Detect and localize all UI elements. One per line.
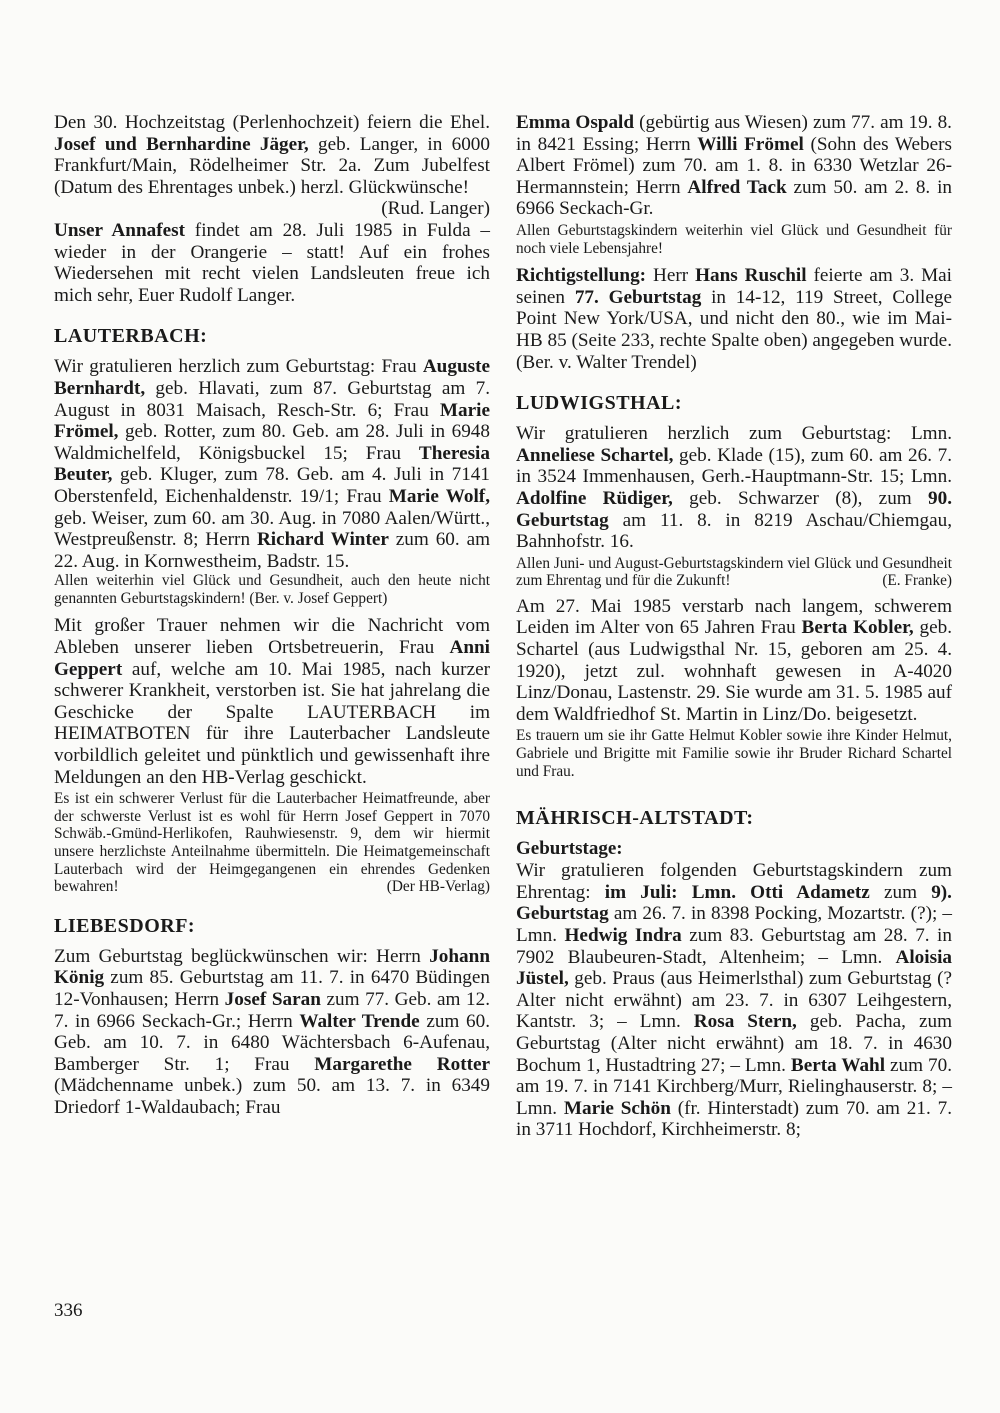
- highlighted-name: Berta Wahl: [790, 1054, 886, 1076]
- text-run: geb. Rotter, zum 80. Geb. am 28. Juli in 6948 Waldmichelfeld, Königsbuckel 15; Frau: [54, 421, 490, 464]
- correction-paragraph: [516, 265, 952, 373]
- text-run: geb. Pacha, zum Geburtstag (Alter nicht erwähnt) am 18. 7. in 4630 Bochum 1, Hustadtring 27; – Lmn.: [516, 1011, 952, 1076]
- highlighted-name: im Juli: Lmn. Otti Adametz: [604, 881, 870, 903]
- highlighted-name: Anni Geppert: [54, 637, 490, 680]
- small-note: Allen Geburtstagskindern weiterhin viel Glück und Gesundheit für noch viele Lebensjahre!: [516, 221, 952, 257]
- text-run: geb. Schwarzer (8), zum: [672, 487, 929, 509]
- highlighted-name: Margarethe Rotter: [314, 1053, 491, 1075]
- text-run: zum 83. Geburtstag am 28. 7. in 7902 Blaubeuren-Stadt, Altenheim; – Lmn.: [516, 925, 952, 968]
- text-run: zum 60. am 22. Aug. in Kornwestheim, Badstr. 15.: [54, 529, 491, 572]
- highlighted-name: Hedwig Indra: [564, 925, 682, 946]
- highlighted-name: Marie Schön: [563, 1097, 671, 1119]
- text-run: Wir gratulieren herzlich zum Geburtstag: Frau: [54, 356, 423, 378]
- text-run: Am 27. Mai 1985 verstarb nach langem, schwerem Leiden im Alter von 65 Jahren Frau: [516, 595, 952, 639]
- highlighted-name: Walter Trende: [299, 1010, 420, 1032]
- text-run: geb. Kluger, zum 78. Geb. am 4. Juli in 7141 Oberstenfeld, Eichenhaldenstr. 19/1; Frau: [54, 464, 490, 507]
- highlighted-name: 90. Geburtstag: [516, 487, 952, 531]
- highlighted-name: Josef Saran: [224, 988, 321, 1010]
- text-run: geb. Klade (15), zum 60. am 26. 7. in 3524 Immenhausen, Gerh.-Hauptmann-Str. 15; Lmn.: [516, 444, 952, 488]
- text-run: zum 60. Geb. am 10. 7. in 6480 Wächtersbach 6-Aufenau, Bamberger Str. 1; Frau: [54, 1010, 490, 1075]
- text-run: Mit großer Trauer nehmen wir die Nachricht vom Ableben unserer lieben Ortsbetreuerin, Frau: [54, 615, 490, 659]
- highlighted-name: 9). Geburtstag: [516, 881, 952, 925]
- text-run: in 14-12, 119 Street, College Point New York/USA, und nicht den 80., wie im Mai-HB 85 (Seite 233, rechte Spalte oben) angegeben wurde. (Ber. v. Walter Trendel): [516, 286, 952, 373]
- highlighted-name: Adolfine Rüdiger,: [516, 487, 673, 509]
- section-heading-liebesdorf: LIEBESDORF:: [54, 914, 196, 937]
- highlighted-name: Unser Annafest: [54, 219, 185, 241]
- text-run: feierte am 3. Mai seinen: [516, 265, 952, 308]
- text-run: am 26. 7. in 8398 Pocking, Mozartstr. (?); – Lmn.: [516, 903, 952, 946]
- highlighted-name: Aloisia Jüstel,: [516, 946, 952, 990]
- highlighted-name: Marie Frömel,: [54, 399, 490, 443]
- text-run: geb. Praus (aus Heimerlsthal) zum Geburtstag (? Alter nicht erwähnt) am 23. 7. in 6307 Leihgestern, Kantstr. 3; – Lmn.: [516, 968, 952, 1033]
- obituary-paragraph: [516, 596, 952, 726]
- subheading-birthdays: Geburtstage:: [516, 838, 623, 860]
- right-column: [516, 112, 952, 1141]
- annafest-paragraph: [54, 220, 490, 306]
- text-run: Wir gratulieren herzlich zum Geburtstag: Lmn.: [516, 423, 952, 445]
- text-run: zum 77. Geb. am 12. 7. in 6966 Seckach-Gr.; Herrn: [54, 988, 490, 1032]
- highlighted-name: Emma Ospald: [516, 112, 635, 133]
- text-run: (Sohn des Webers Albert Frömel) zum 70. am 1. 8. in 6330 Wetzlar 26-Hermannstein; Herrn: [516, 133, 952, 198]
- small-note: Allen weiterhin viel Glück und Gesundheit, auch den heute nicht genannten Geburtstagskindern! (Ber. v. Josef Geppert): [54, 572, 490, 607]
- text-run: zum 85. Geburtstag am 11. 7. in 6470 Büdingen 12-Vonhausen; Herrn: [54, 967, 490, 1010]
- small-note: Es trauern um sie ihr Gatte Helmut Kobler sowie ihre Kinder Helmut, Gabriele und Brigitte mit Familie sowie ihr Bruder Richard Schartel und Frau.: [516, 727, 952, 780]
- small-note: Es ist ein schwerer Verlust für die Lauterbacher Heimatfreunde, aber der schwerste Verlust ist es wohl für Herrn Josef Geppert in 7070 Schwäb.-Gmünd-Herlikofen, Rauhwiesenstr. 9, dem wir hiermit unsere herzlichste Anteilnahme übermitteln. Die Heimatgemeinschaft Lauterbach wird der Heimgegangenen ein ehrendes Gedenken bewahren!: [54, 790, 490, 896]
- signature: (Der HB-Verlag): [386, 878, 490, 896]
- text-run: (fr. Hinterstadt) zum 70. am 21. 7. in 3711 Hochdorf, Kirchheimerstr. 8;: [516, 1097, 952, 1141]
- highlighted-name: Anneliese Schartel,: [516, 444, 674, 466]
- text-run: findet am 28. Juli 1985 in Fulda – wieder in der Orangerie – statt! Auf ein frohes Wiedersehen mit recht vielen Landsleuten freue ich mich sehr, Euer Rudolf Langer.: [54, 219, 490, 306]
- highlighted-name: Johann König: [54, 945, 490, 989]
- text-run: Herr: [646, 265, 696, 287]
- obituary-paragraph: [54, 615, 490, 788]
- highlighted-name: Theresia Beuter,: [54, 442, 490, 486]
- text-run: geb. Schartel (aus Ludwigsthal Nr. 15, geboren am 25. 4. 1920), jetzt zul. wohnhaft gewesen in A-4020 Linz/Donau, Lastenstr. 29. Sie wurde am 31. 5. 1985 auf dem Waldfriedhof St. Martin in Linz/Do. beigesetzt.: [516, 617, 952, 725]
- highlighted-name: Richtigstellung:: [516, 265, 647, 287]
- page-number: 336: [54, 1300, 83, 1321]
- highlighted-name: Alfred Tack: [687, 176, 787, 198]
- left-column: [54, 112, 490, 1119]
- signature: (Rud. Langer): [381, 198, 490, 220]
- text-run: zum: [869, 881, 932, 903]
- birthday-paragraph: [516, 112, 952, 220]
- section-heading-ludwigsthal: LUDWIGSTHAL:: [516, 392, 683, 415]
- text-run: Den 30. Hochzeitstag (Perlenhochzeit) feiern die Ehel.: [54, 112, 490, 133]
- birthday-paragraph: [516, 423, 952, 553]
- highlighted-name: Hans Ruschil: [695, 265, 807, 287]
- highlighted-name: Willi Frömel: [697, 133, 804, 155]
- section-heading-lauterbach: LAUTERBACH:: [54, 325, 208, 348]
- text-run: geb. Langer, in 6000 Frankfurt/Main, Rödelheimer Str. 2a. Zum Jubelfest (Datum des Ehrentages unbek.) herzl. Glückwünsche!: [54, 133, 490, 198]
- birthday-paragraph: [54, 946, 490, 1119]
- text-run: (gebürtig aus Wiesen) zum 77. am 19. 8. in 8421 Essing; Herrn: [516, 112, 952, 155]
- small-note: Allen Juni- und August-Geburtstagskindern viel Glück und Gesundheit zum Ehrentag und für die Zukunft!: [516, 554, 952, 590]
- text-run: auf, welche am 10. Mai 1985, nach kurzer schwerer Krankheit, verstorben ist. Sie hat jahrelang die Geschicke der Spalte LAUTERBACH im HEIMATBOTEN für ihre Lauterbacher Landsleute vorbildlich geleitet und pünktlich und gewissenhaft ihre Meldungen an den HB-Verlag geschickt.: [54, 658, 490, 788]
- text-run: (Mädchenname unbek.) zum 50. am 13. 7. in 6349 Driedorf 1-Waldaubach; Frau: [54, 1075, 490, 1118]
- text-run: Zum Geburtstag beglückwünschen wir: Herrn: [54, 945, 430, 967]
- highlighted-name: Richard Winter: [256, 529, 389, 551]
- highlighted-name: Rosa Stern,: [693, 1011, 797, 1033]
- text-run: geb. Weiser, zum 60. am 30. Aug. in 7080 Aalen/Württ., Westpreußenstr. 8; Herrn: [54, 507, 490, 551]
- birthday-paragraph: [54, 356, 490, 572]
- highlighted-name: Auguste Bernhardt,: [54, 356, 490, 399]
- anniversary-paragraph: [54, 112, 490, 198]
- highlighted-name: Josef und Bernhardine Jäger,: [54, 133, 309, 155]
- text-run: zum 70. am 19. 7. in 7141 Kirchberg/Murr, Rielinghauserstr. 8; – Lmn.: [516, 1054, 952, 1119]
- highlighted-name: Berta Kobler,: [801, 617, 914, 639]
- text-run: am 11. 8. in 8219 Aschau/Chiemgau, Bahnhofstr. 16.: [516, 509, 952, 553]
- text-run: Wir gratulieren folgenden Geburtstagskindern zum Ehrentag:: [516, 860, 952, 903]
- birthday-paragraph: [516, 860, 952, 1141]
- signature: (E. Franke): [882, 572, 952, 590]
- text-run: geb. Hlavati, zum 87. Geburtstag am 7. August in 8031 Maisach, Resch-Str. 6; Frau: [54, 377, 490, 421]
- highlighted-name: 77. Geburtstag: [574, 286, 702, 308]
- highlighted-name: Marie Wolf,: [388, 485, 490, 507]
- text-run: zum 50. am 2. 8. in 6966 Seckach-Gr.: [516, 176, 952, 220]
- section-heading-maehrisch-altstadt: MÄHRISCH-ALTSTADT:: [516, 807, 754, 830]
